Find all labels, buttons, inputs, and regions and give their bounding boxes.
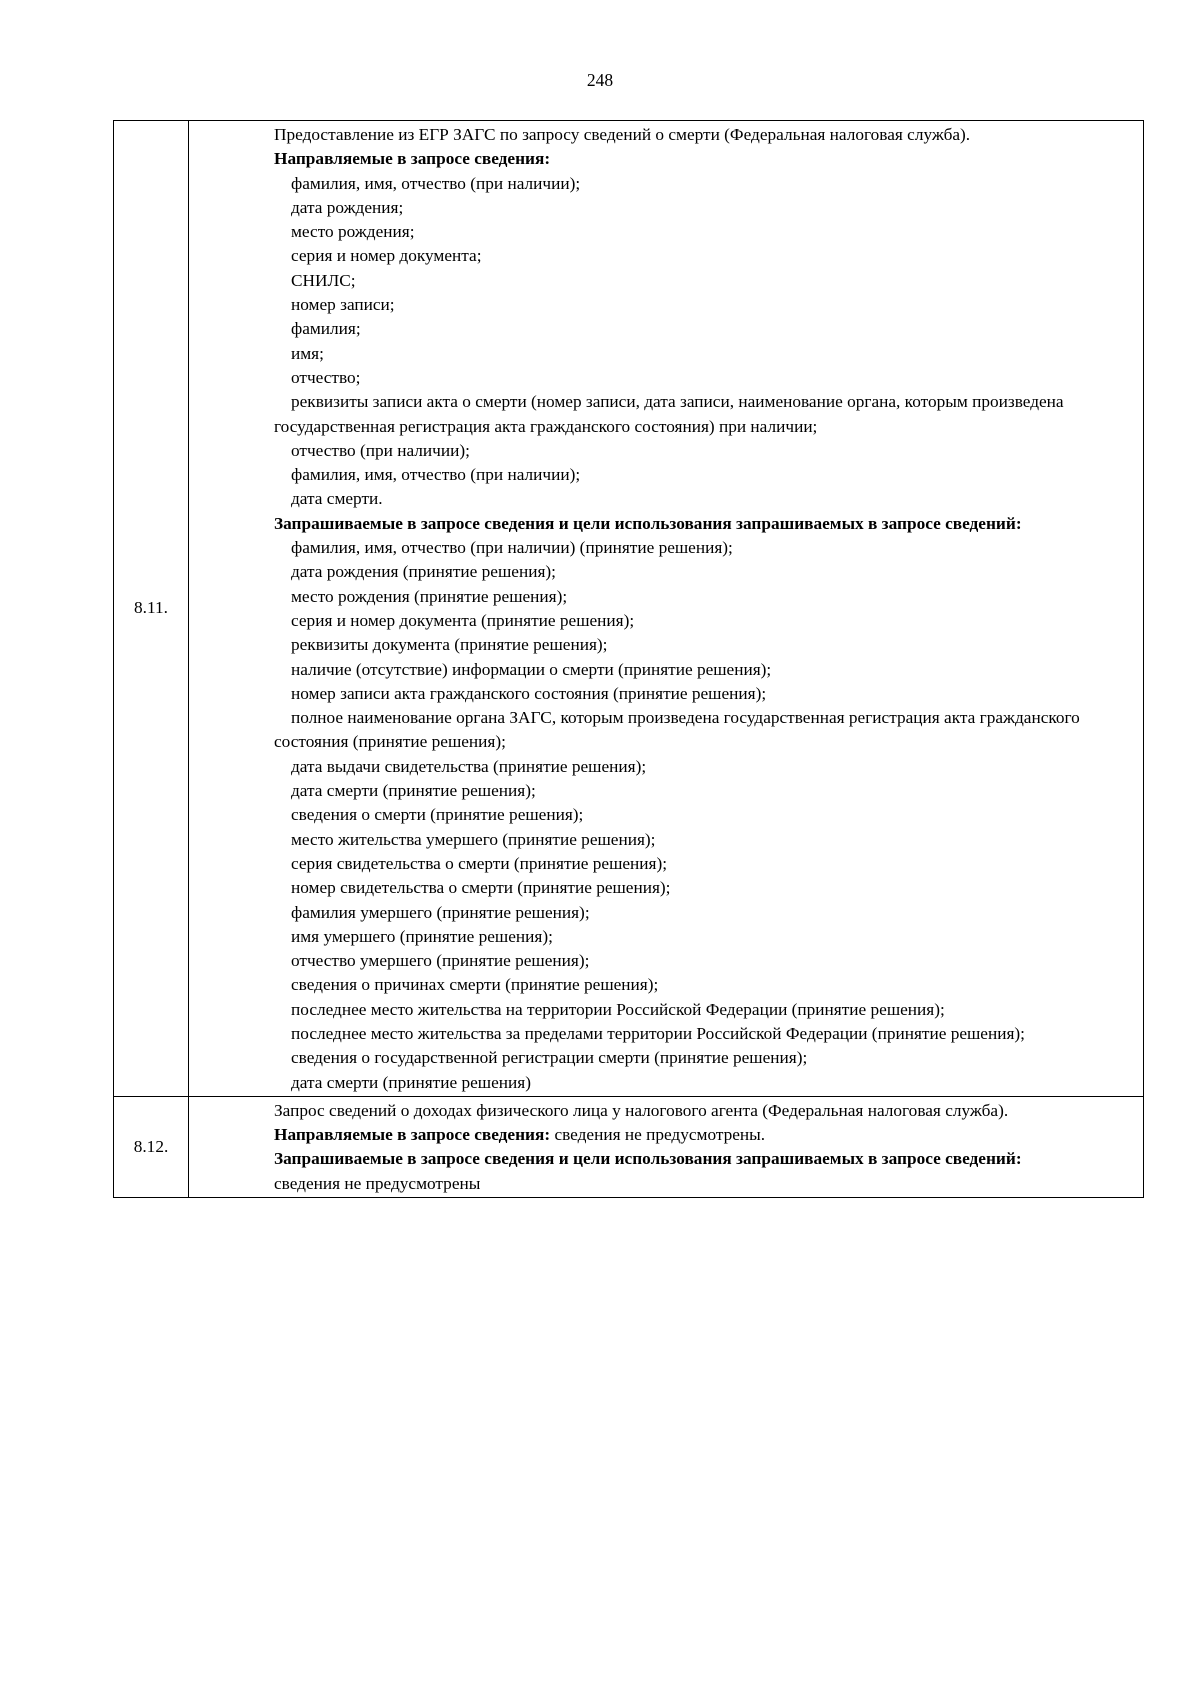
sent-text: сведения не предусмотрены. [554,1125,766,1145]
list-item: серия и номер документа (принятие решения); [291,610,635,630]
list-item: серия и номер документа; [291,246,482,266]
sent-line [274,1123,1135,1147]
table-row [114,1096,1144,1197]
service-title: Запрос сведений о доходах физического лица у налогового агента (Федеральная налоговая служба). [274,1100,1009,1120]
sent-items-list [274,172,1135,512]
list-item: дата рождения; [291,197,404,217]
table-row [114,121,1144,1097]
list-item: сведения о причинах смерти (принятие решения); [291,975,659,995]
list-item: фамилия, имя, отчество (при наличии); [291,173,581,193]
list-item: место рождения (принятие решения); [291,586,568,606]
list-item: сведения о смерти (принятие решения); [291,805,584,825]
list-item: фамилия, имя, отчество (при наличии) (принятие решения); [291,538,733,558]
list-item: отчество; [291,367,361,387]
list-item: отчество умершего (принятие решения); [291,951,590,971]
requested-heading: Запрашиваемые в запросе сведения и цели использования запрашиваемых в запросе сведений: [274,1149,1022,1169]
row-number: 8.11. [114,121,189,1097]
list-item: имя; [291,343,324,363]
list-item: фамилия, имя, отчество (при наличии); [291,465,581,485]
list-item: имя умершего (принятие решения); [291,926,553,946]
page-number: 248 [586,70,614,90]
row-number: 8.12. [114,1096,189,1197]
list-item: отчество (при наличии); [291,440,470,460]
list-item: фамилия умершего (принятие решения); [291,902,590,922]
requested-items-list [274,536,1135,1095]
list-item: дата выдачи свидетельства (принятие решения); [291,756,647,776]
list-item: место рождения; [291,222,415,242]
list-item: последнее место жительства за пределами территории Российской Федерации (принятие решения); [291,1023,1025,1043]
row-content [189,1096,1144,1197]
list-item: полное наименование органа ЗАГС, которым произведена государственная регистрация акта гражданского состояния (принятие решения); [274,708,1080,752]
requested-heading: Запрашиваемые в запросе сведения и цели использования запрашиваемых в запросе сведений: [274,513,1022,533]
list-item: наличие (отсутствие) информации о смерти (принятие решения); [291,659,772,679]
sent-heading: Направляемые в запросе сведения: [274,1125,551,1145]
list-item: дата смерти. [291,489,383,509]
list-item: дата рождения (принятие решения); [291,562,556,582]
requested-text: сведения не предусмотрены [274,1173,481,1193]
list-item: реквизиты документа (принятие решения); [291,635,608,655]
list-item: номер свидетельства о смерти (принятие решения); [291,878,671,898]
list-item: сведения о государственной регистрации смерти (принятие решения); [291,1048,808,1068]
row-content [189,121,1144,1097]
services-table [113,120,1144,1198]
service-title: Предоставление из ЕГР ЗАГС по запросу сведений о смерти (Федеральная налоговая служба). [274,125,971,144]
sent-heading: Направляемые в запросе сведения: [274,149,551,169]
list-item: реквизиты записи акта о смерти (номер записи, дата записи, наименование органа, которым произведена государственная регистрация акта гражданского состояния) при наличии; [274,392,1064,436]
list-item: последнее место жительства на территории Российской Федерации (принятие решения); [291,999,945,1019]
list-item: СНИЛС; [291,270,356,290]
list-item: номер записи акта гражданского состояния (принятие решения); [291,683,767,703]
list-item: фамилия; [291,319,361,339]
list-item: номер записи; [291,295,395,315]
list-item: серия свидетельства о смерти (принятие решения); [291,853,668,873]
list-item: дата смерти (принятие решения) [291,1072,531,1092]
list-item: место жительства умершего (принятие решения); [291,829,656,849]
list-item: дата смерти (принятие решения); [291,781,536,801]
